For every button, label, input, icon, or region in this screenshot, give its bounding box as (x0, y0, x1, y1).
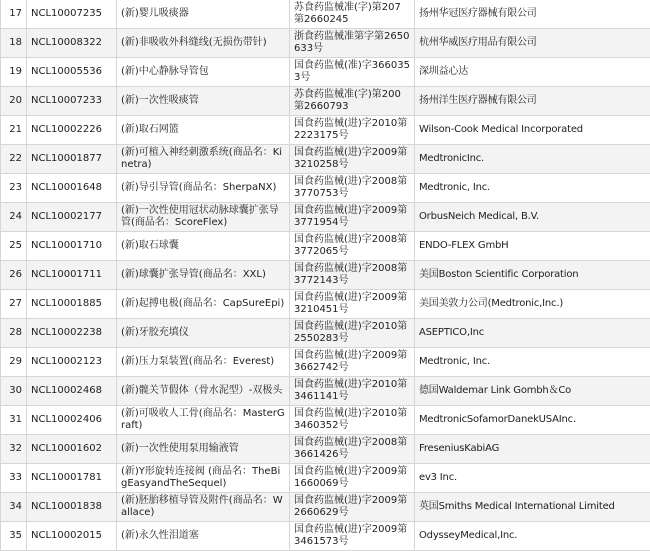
manufacturer: 深圳益心达 (415, 58, 650, 87)
table-row (1, 493, 650, 522)
row-number: 28 (1, 319, 27, 348)
product-name: (新)导引导管(商品名：SherpaNX) (117, 174, 290, 203)
product-code: NCL10007233 (27, 87, 117, 116)
table-body (1, 0, 650, 551)
product-name: (新)可吸收人工骨(商品名：MasterGraft) (117, 406, 290, 435)
product-code: NCL10007235 (27, 0, 117, 29)
product-code: NCL10002123 (27, 348, 117, 377)
row-number: 27 (1, 290, 27, 319)
registration-number: 国食药监械(进)字2010第2550283号 (290, 319, 415, 348)
product-name: (新)中心静脉导管包 (117, 58, 290, 87)
table-row (1, 174, 650, 203)
table-row (1, 116, 650, 145)
row-number: 20 (1, 87, 27, 116)
registration-number: 国食药监械(进)字2009第3210258号 (290, 145, 415, 174)
row-number: 23 (1, 174, 27, 203)
product-name: (新)一次性使用泵用输液管 (117, 435, 290, 464)
product-name: (新)一次性使用冠状动脉球囊扩张导管(商品名：ScoreFlex) (117, 203, 290, 232)
row-number: 35 (1, 522, 27, 551)
product-name: (新)球囊扩张导管(商品名：XXL) (117, 261, 290, 290)
registration-number: 国食药监械(进)字2009第3662742号 (290, 348, 415, 377)
table-row (1, 348, 650, 377)
registration-number: 苏食药监械准(字)第200第2660793 (290, 87, 415, 116)
product-code: NCL10001602 (27, 435, 117, 464)
product-name: (新)非吸收外科缝线(无损伤带针) (117, 29, 290, 58)
product-name: (新)牙胶充填仪 (117, 319, 290, 348)
product-code: NCL10002015 (27, 522, 117, 551)
product-name: (新)取石网篮 (117, 116, 290, 145)
table-row (1, 232, 650, 261)
product-code: NCL10001885 (27, 290, 117, 319)
table-row (1, 319, 650, 348)
product-code: NCL10005536 (27, 58, 117, 87)
manufacturer: MedtronicInc. (415, 145, 650, 174)
row-number: 30 (1, 377, 27, 406)
product-name: (新)婴儿吸痰器 (117, 0, 290, 29)
table-row (1, 406, 650, 435)
row-number: 24 (1, 203, 27, 232)
table-row (1, 203, 650, 232)
product-code: NCL10001648 (27, 174, 117, 203)
table-row (1, 377, 650, 406)
product-name: (新)髋关节假体（骨水泥型）-双极头 (117, 377, 290, 406)
manufacturer: 德国Waldemar Link Gombh＆Co (415, 377, 650, 406)
product-code: NCL10002468 (27, 377, 117, 406)
manufacturer: 美国美敦力公司(Medtronic,Inc.) (415, 290, 650, 319)
product-name: (新)一次性吸痰管 (117, 87, 290, 116)
product-name: (新)永久性泪道塞 (117, 522, 290, 551)
registration-number: 国食药监械(进)字2008第3772065号 (290, 232, 415, 261)
registration-number: 国食药监械(进)字2009第2660629号 (290, 493, 415, 522)
registration-number: 浙食药监械准第字第2650633号 (290, 29, 415, 58)
table-row (1, 58, 650, 87)
table-row (1, 290, 650, 319)
table-row (1, 87, 650, 116)
manufacturer: ASEPTICO,Inc (415, 319, 650, 348)
registration-number: 国食药监械(进)字2009第3771954号 (290, 203, 415, 232)
manufacturer: ENDO-FLEX GmbH (415, 232, 650, 261)
table-row (1, 0, 650, 29)
registration-number: 国食药监械(进)字2008第3772143号 (290, 261, 415, 290)
manufacturer: 美国Boston Scientific Corporation (415, 261, 650, 290)
registration-number: 苏食药监械准(字)第207第2660245 (290, 0, 415, 29)
row-number: 18 (1, 29, 27, 58)
product-name: (新)胚胎移植导管及附件(商品名：Wallace) (117, 493, 290, 522)
manufacturer: FreseniusKabiAG (415, 435, 650, 464)
product-name: (新)起搏电极(商品名：CapSureEpi) (117, 290, 290, 319)
product-code: NCL10002177 (27, 203, 117, 232)
registration-number: 国食药监械(进)字2009第1660069号 (290, 464, 415, 493)
product-code: NCL10002406 (27, 406, 117, 435)
manufacturer: OrbusNeich Medical, B.V. (415, 203, 650, 232)
manufacturer: Wilson-Cook Medical Incorporated (415, 116, 650, 145)
row-number: 22 (1, 145, 27, 174)
manufacturer: 杭州华威医疗用品有限公司 (415, 29, 650, 58)
registration-number: 国食药监械(进)字2009第3461573号 (290, 522, 415, 551)
product-code: NCL10001838 (27, 493, 117, 522)
manufacturer: 扬州华冠医疗器械有限公司 (415, 0, 650, 29)
table-row (1, 29, 650, 58)
manufacturer: Medtronic, Inc. (415, 348, 650, 377)
product-name: (新)压力泵装置(商品名：Everest) (117, 348, 290, 377)
product-code: NCL10002238 (27, 319, 117, 348)
registration-number: 国食药监械(进)字2009第3210451号 (290, 290, 415, 319)
row-number: 33 (1, 464, 27, 493)
product-name: (新)取石球囊 (117, 232, 290, 261)
registration-number: 国食药监械(进)字2008第3661426号 (290, 435, 415, 464)
manufacturer: MedtronicSofamorDanekUSAInc. (415, 406, 650, 435)
row-number: 26 (1, 261, 27, 290)
row-number: 21 (1, 116, 27, 145)
registration-number: 国食药监械(进)字2010第3461141号 (290, 377, 415, 406)
table-row (1, 435, 650, 464)
row-number: 29 (1, 348, 27, 377)
product-code: NCL10001781 (27, 464, 117, 493)
row-number: 34 (1, 493, 27, 522)
manufacturer: 英国Smiths Medical International Limited (415, 493, 650, 522)
product-name: (新)Y形旋转连接阀 (商品名：TheBigEasyandTheSequel) (117, 464, 290, 493)
manufacturer: Medtronic, Inc. (415, 174, 650, 203)
product-code: NCL10001710 (27, 232, 117, 261)
row-number: 19 (1, 58, 27, 87)
manufacturer: OdysseyMedical,Inc. (415, 522, 650, 551)
row-number: 32 (1, 435, 27, 464)
manufacturer: ev3 Inc. (415, 464, 650, 493)
row-number: 17 (1, 0, 27, 29)
row-number: 31 (1, 406, 27, 435)
manufacturer: 扬州洋生医疗器械有限公司 (415, 87, 650, 116)
product-code: NCL10002226 (27, 116, 117, 145)
table-row (1, 464, 650, 493)
registration-number: 国食药监械(进)字2008第3770753号 (290, 174, 415, 203)
product-code: NCL10001711 (27, 261, 117, 290)
row-number: 25 (1, 232, 27, 261)
table-row (1, 522, 650, 551)
table-row (1, 261, 650, 290)
registration-number: 国食药监械(进)字2010第2223175号 (290, 116, 415, 145)
product-name: (新)可植入神经刺激系统(商品名：Kinetra) (117, 145, 290, 174)
product-code: NCL10001877 (27, 145, 117, 174)
table-row (1, 145, 650, 174)
registration-number: 国食药监械(准)字3660353号 (290, 58, 415, 87)
product-code: NCL10008322 (27, 29, 117, 58)
registration-number: 国食药监械(进)字2010第3460352号 (290, 406, 415, 435)
